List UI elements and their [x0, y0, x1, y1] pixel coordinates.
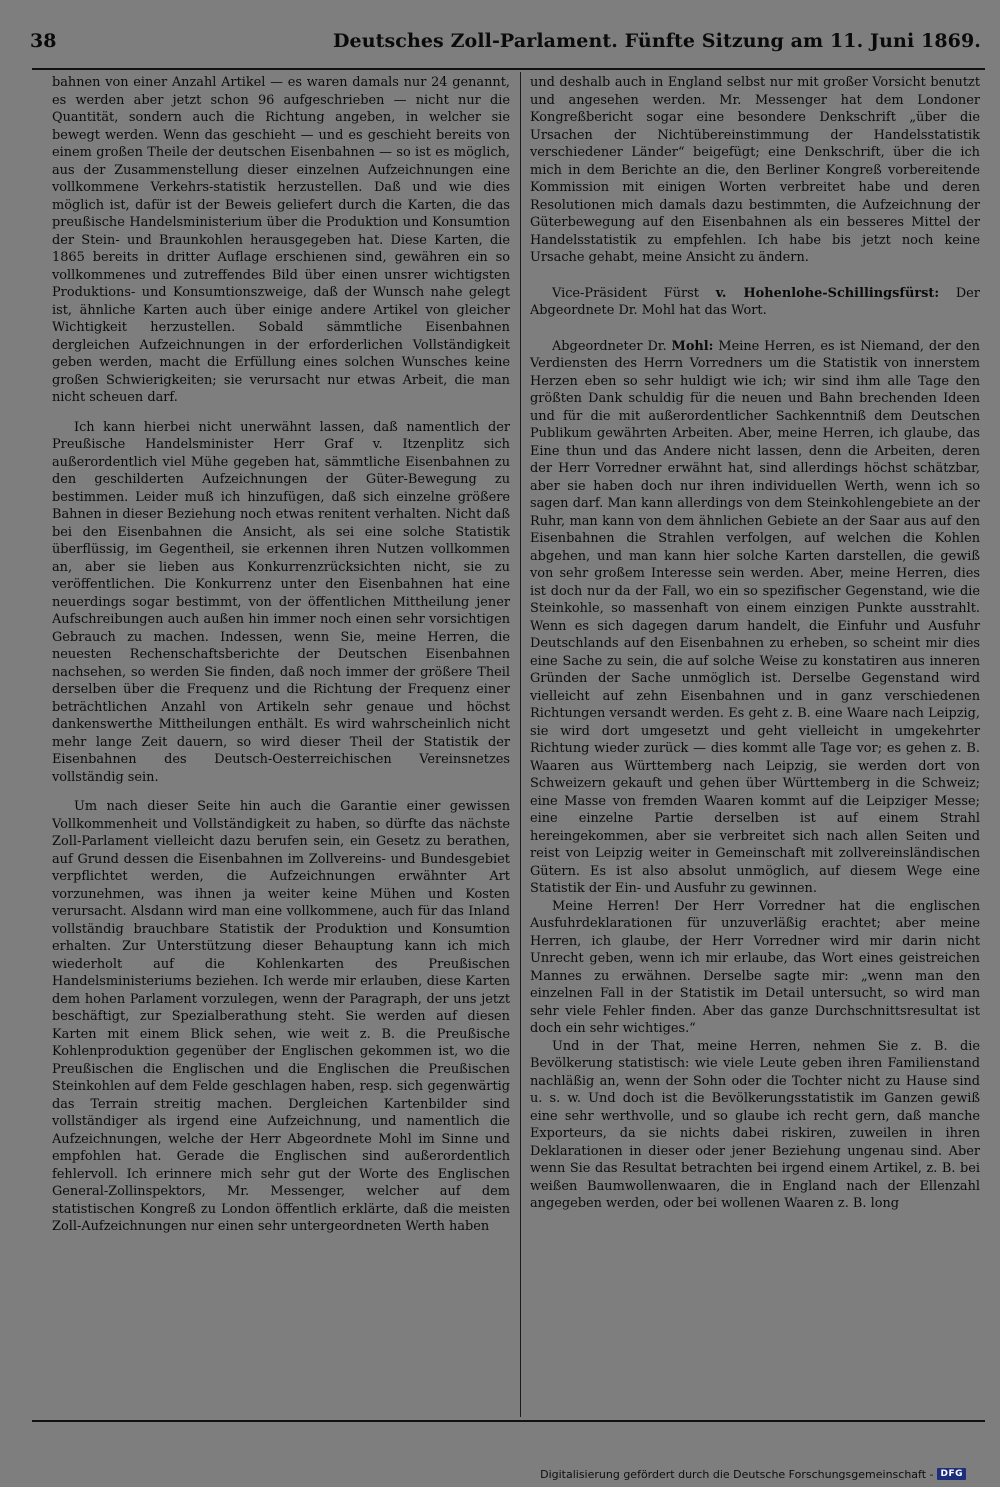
vice-president-remark	[530, 285, 980, 320]
mohl-speech	[530, 338, 980, 898]
vp-speaker-name: v. Hohenlohe-Schillingsfürst:	[715, 285, 940, 301]
left-column	[52, 74, 510, 1236]
column-divider	[520, 72, 521, 1417]
footer-rule	[32, 1420, 985, 1422]
vp-text: Der Abgeordnete Dr. Mohl hat das Wort.	[530, 285, 980, 318]
right-column	[530, 74, 980, 1213]
footer-text: Digitalisierung gefördert durch die Deutsche Forschungsgemeinschaft -	[540, 1467, 934, 1481]
dfg-logo: DFG	[937, 1468, 966, 1480]
right-paragraph-meine-herren: Meine Herren! Der Herr Vorredner hat die englischen Ausfuhrdeklarationen für unzuverläßig erachtet; aber meine Herren, ich glaube, der Herr Vorredner wird mir darin nicht Unrecht geben, wenn ich mir erlaube, das Wort eines geistreichen Mannes zu erwähnen. Derselbe sagte mir: „wenn man den einzelnen Fall in der Statistik im Detail untersucht, so wird man sehr viele Fehler finden. Aber das ganze Durchschnittsresultat ist doch ein sehr wichtiges.“	[530, 898, 980, 1036]
mohl-text: Meine Herren, es ist Niemand, der den Verdiensten des Herrn Vorredners um die Statistik von innerstem Herzen eben so sehr huldigt wie ich; wir sind ihm alle Tage den größten Dank schuldig für die neuen und Bahn brechenden Ideen und für die mit außerordentlicher Sachkenntniß dem Deutschen Publikum gewährten Arbeiten. Aber, meine Herren, ich glaube, das Eine thun und das Andere nicht lassen, denn die Arbeiten, deren der Herr Vorredner erwähnt hat, sind allerdings höchst schätzbar, aber sie haben doch nur ihren individuellen Werth, wenn ich so sagen darf. Man kann allerdings von dem Steinkohlengebiete an der Ruhr, man kann von dem ähnlichen Gebiete an der Saar aus auf den Eisenbahnen die Strahlen verfolgen, auf welchen die Kohlen abgehen, und man kann hier solche Karten darstellen, die gewiß von sehr großem Interesse sein werden. Aber, meine Herren, dies ist doch nur da der Fall, wo ein so spezifischer Gegenstand, wie die Steinkohle, so massenhaft von einem einzigen Punkte ausstrahlt. Wenn es sich dagegen darum handelt, die Einfuhr und Ausfuhr Deutschlands auf den Eisenbahnen zu erheben, so scheint mir dies eine Sache zu sein, die auf solche Weise zu konstatiren aus inneren Gründen der Sache unmöglich ist. Derselbe Gegenstand wird vielleicht auf zehn Eisenbahnen und in ganz verschiedenen Richtungen versandt werden. Es geht z. B. eine Waare nach Leipzig, sie wird dort umgesetzt und geht vielleicht in umgekehrter Richtung wieder zurück — dies kommt alle Tage vor; es gehen z. B. Waaren aus Württemberg nach Leipzig, sie werden dort von Schweizern gekauft und gehen über Württemberg in die Schweiz; eine Masse von fremden Waaren kommt auf die Leipziger Messe; eine einzelne Partie derselben ist auf einem Strahl hereingekommen, aber sie verbreitet sich nach allen Seiten und reist von Leipzig weiter in Gemeinschaft mit zollvereinsländischen Gütern. Es ist also absolut unmöglich, auf diesem Wege eine Statistik der Ein- und Ausfuhr zu gewinnen.	[530, 338, 980, 896]
digitization-footer	[540, 1466, 966, 1482]
vp-intro: Vice-Präsident Fürst	[552, 285, 699, 301]
right-paragraph-und-in-der-that: Und in der That, meine Herren, nehmen Sie z. B. die Bevölkerung statistisch: wie viele Leute geben ihren Familienstand nachläßig an, wenn der Sohn oder die Tochter nicht zu Hause sind u. s. w. Und doch ist die Bevölkerungsstatistik im Ganzen gewiß eine sehr werthvolle, und so glaube ich recht gern, daß manche Exporteurs, da sie nichts dabei riskiren, zuweilen in ihren Deklarationen in dieser oder jener Beziehung ungenau sind. Aber wenn Sie das Resultat betrachten bei irgend einem Artikel, z. B. bei weißen Baumwollenwaaren, die in England nach der Ellenzahl angegeben werden, oder bei wollenen Waaren z. B. long	[530, 1038, 980, 1211]
left-paragraph-2: Ich kann hierbei nicht unerwähnt lassen, daß namentlich der Preußische Handelsminister Herr Graf v. Itzenplitz sich außerordentlich viel Mühe gegeben hat, sämmtliche Eisenbahnen zu den geschilderten Aufzeichnungen der Güter-Bewegung zu bestimmen. Leider muß ich hinzufügen, daß sich einzelne größere Bahnen in dieser Beziehung noch etwas renitent verhalten. Nicht daß bei den Eisenbahnen die Ansicht, als sei eine solche Statistik überflüssig, im Gegentheil, sie erkennen ihren Nutzen vollkommen an, aber sie lieben aus Konkurrenzrücksichten nicht, sie zu veröffentlichen. Die Konkurrenz unter den Eisenbahnen hat eine neuerdings sogar bestimmt, von der öffentlichen Mittheilung jener Aufschreibungen auch außen hin immer noch einen sehr vorsichtigen Gebrauch zu machen. Indessen, wenn Sie, meine Herren, die neuesten Rechenschaftsberichte der Deutschen Eisenbahnen nachsehen, so werden Sie finden, daß noch immer der größere Theil derselben über die Frequenz und die Richtung der Frequenz einer beträchtlichen Anzahl von Artikeln sehr genaue und höchst dankenswerthe Mittheilungen enthält. Es wird wahrscheinlich nicht mehr lange Zeit dauern, so wird dieser Theil der Statistik der Eisenbahnen des Deutsch-Oesterreichischen Vereinsnetzes vollständig sein.	[52, 419, 510, 785]
right-paragraph-1: und deshalb auch in England selbst nur mit großer Vorsicht benutzt und angesehen werden. Mr. Messenger hat dem Londoner Kongreßbericht sogar eine besondere Denkschrift „über die Ursachen der Nichtübereinstimmung der Handelsstatistik verschiedener Länder“ beigefügt; eine Denkschrift, über die ich mich in dem Berichte an die, den Berliner Kongreß vorbereitende Kommission mit einigen Worten verbreitet habe und deren Resolutionen mich damals dazu bestimmten, die Aufzeichnung der Güterbewegung auf den Eisenbahnen als ein besseres Mittel der Handelsstatistik zu empfehlen. Ich habe bis jetzt noch keine Ursache gehabt, meine Ansicht zu ändern.	[530, 75, 980, 265]
left-paragraph-3: Um nach dieser Seite hin auch die Garantie einer gewissen Vollkommenheit und Vollständigkeit zu haben, so dürfte das nächste Zoll-Parlament vielleicht dazu berufen sein, ein Gesetz zu berathen, auf Grund dessen die Eisenbahnen im Zollvereins- und Bundesgebiet verpflichtet werden, die Aufzeichnungen erwähnter Art vorzunehmen, was ihnen ja weiter keine Mühen und Kosten verursacht. Alsdann wird man eine vollkommene, auch für das Inland vollständig brauchbare Statistik der Produktion und Konsumtion erhalten. Zur Unterstützung dieser Behauptung kann ich mich wiederholt auf die Kohlenkarten des Preußischen Handelsministeriums beziehen. Ich werde mir erlauben, diese Karten dem hohen Parlament vorzulegen, wenn der Paragraph, der uns jetzt beschäftigt, zur Spezialberathung steht. Sie werden auf diesen Karten mit einem Blick sehen, wie weit z. B. die Preußische Kohlenproduktion gegenüber der Englischen gekommen ist, wo die Preußischen die Englischen und die Englischen die Preußischen Steinkohlen auf dem Felde geschlagen haben, resp. sich gegenwärtig das Terrain streitig machen. Dergleichen Kartenbilder sind vollständiger als irgend eine Aufzeichnung, und namentlich die Aufzeichnungen, welche der Herr Abgeordnete Mohl im Sinne und empfohlen hat. Gerade die Englischen sind außerordentlich fehlervoll. Ich erinnere mich sehr gut der Worte des Englischen General-Zollinspektors, Mr. Messenger, welcher auf dem statistischen Kongreß zu London öffentlich erklärte, daß die meisten Zoll-Aufzeichnungen nur einen sehr untergeordneten Werth haben	[52, 799, 510, 1234]
mohl-speaker-name: Mohl:	[671, 338, 714, 354]
running-title: Deutsches Zoll-Parlament. Fünfte Sitzung am 11. Juni 1869.	[332, 30, 981, 52]
left-paragraph-1: bahnen von einer Anzahl Artikel — es waren damals nur 24 genannt, es werden aber jetzt schon 96 aufgeschrieben — nicht nur die Quantität, sondern auch die Richtung angeben, in welcher sie bewegt werden. Wenn das geschieht — und es geschieht bereits von einem großen Theile der deutschen Eisenbahnen — so ist es möglich, aus der Zusammenstellung dieser einzelnen Aufzeichnungen eine vollkommene Verkehrs-statistik herzustellen. Daß und wie dies möglich ist, dafür ist der Beweis geliefert durch die Karten, die das preußische Handelsministerium über die Produktion und Konsumtion der Stein- und Braunkohlen herausgegeben hat. Diese Karten, die 1865 bereits in dritter Auflage erschienen sind, gewähren ein so vollkommenes und zutreffendes Bild über einen unsrer wichtigsten Produktions- und Konsumtionszweige, daß der Wunsch nahe gelegt ist, ähnliche Karten auch über einige andere Artikel von gleicher Wichtigkeit herzustellen. Sobald sämmtliche Eisenbahnen dergleichen Aufzeichnungen in der erforderlichen Vollständigkeit geben werden, macht die Erfüllung eines solchen Wunsches keine großen Schwierigkeiten; sie verursacht nur etwas Arbeit, die man nicht scheuen darf.	[52, 75, 510, 405]
mohl-intro: Abgeordneter Dr.	[552, 338, 667, 354]
page-header	[30, 30, 985, 60]
header-rule	[32, 68, 985, 70]
page-number: 38	[30, 30, 57, 52]
